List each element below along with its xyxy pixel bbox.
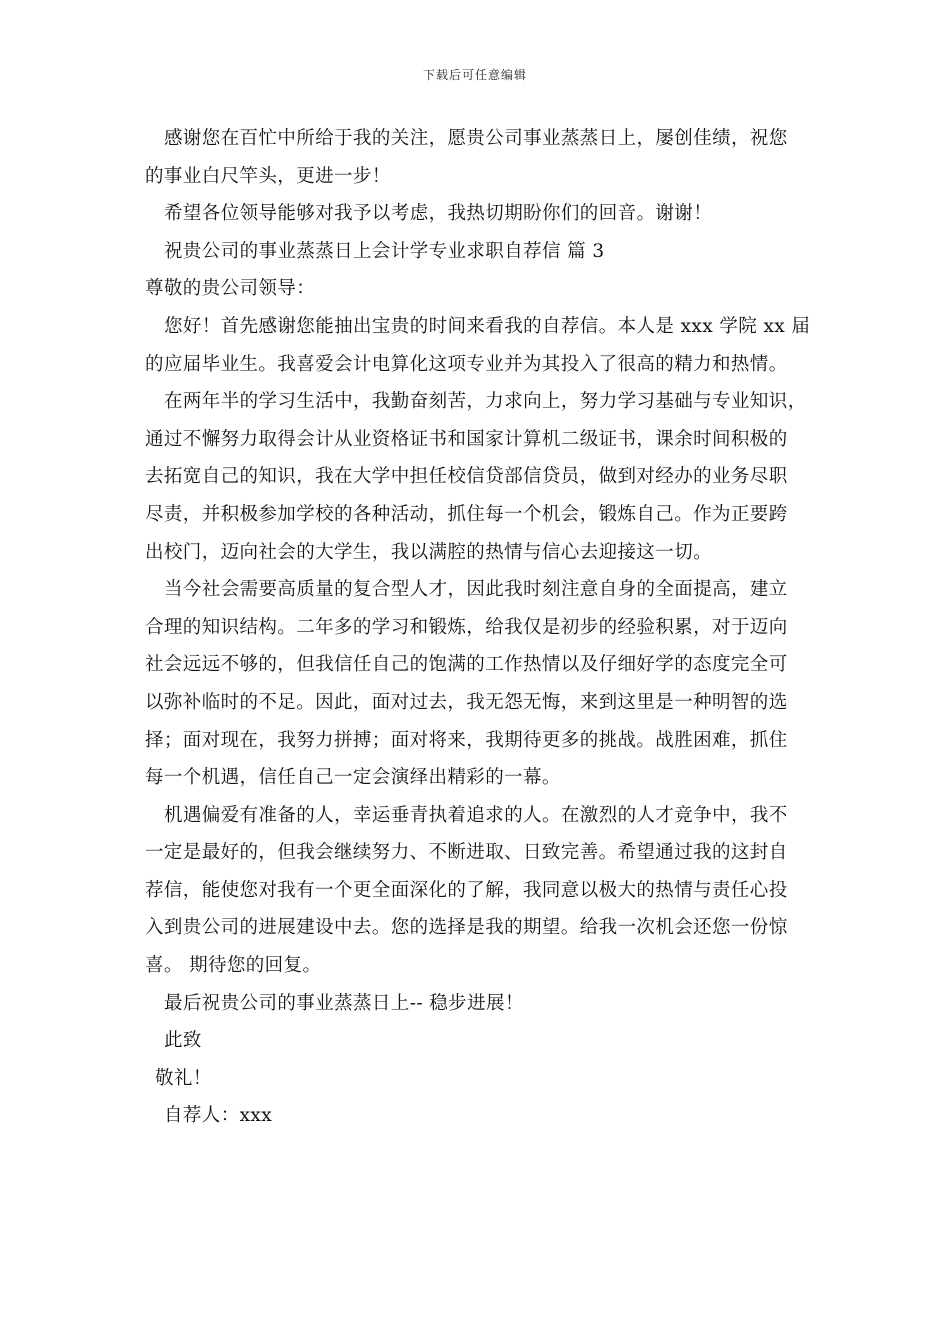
text-line: 希望各位领导能够对我予以考虑，我热切期盼你们的回音。谢谢！ xyxy=(164,203,713,225)
text-line: 的应届毕业生。我喜爱会计电算化这项专业并为其投入了很高的精力和热情。 xyxy=(145,353,788,375)
text-line: 去拓宽自己的知识，我在大学中担任校信贷部信贷员，做到对经办的业务尽职 xyxy=(145,466,788,488)
text-line: 您好！首先感谢您能抽出宝贵的时间来看我的自荐信。本人是 xxx 学院 xx 届 xyxy=(164,315,811,337)
text-line: 社会远远不够的，但我信任自己的饱满的工作热情以及仔细好学的态度完全可 xyxy=(145,654,788,676)
closing-ci-zhi: 此致 xyxy=(164,1030,202,1052)
signature-line: 自荐人：xxx xyxy=(164,1105,273,1127)
text-line: 入到贵公司的进展建设中去。您的选择是我的期望。给我一次机会还您一份惊 xyxy=(145,917,788,939)
text-line: 以弥补临时的不足。因此，面对过去，我无怨无悔，来到这里是一种明智的选 xyxy=(145,691,788,713)
text-line: 一定是最好的，但我会继续努力、不断进取、日致完善。希望通过我的这封自 xyxy=(145,842,788,864)
text-line: 荐信，能使您对我有一个更全面深化的了解，我同意以极大的热情与责任心投 xyxy=(145,879,788,901)
text-line: 的事业白尺竿头，更进一步！ xyxy=(145,165,391,187)
text-line: 通过不懈努力取得会计从业资格证书和国家计算机二级证书，课余时间积极的 xyxy=(145,428,788,450)
salutation: 尊敬的贵公司领导： xyxy=(145,278,316,300)
closing-jing-li: 敬礼！ xyxy=(155,1067,212,1089)
page-header-note: 下载后可任意编辑 xyxy=(422,68,527,82)
text-line: 出校门，迈向社会的大学生，我以满腔的热情与信心去迎接这一切。 xyxy=(145,541,713,563)
closing-wish: 最后祝贵公司的事业蒸蒸日上-- 稳步进展！ xyxy=(164,992,524,1014)
text-line: 喜。 期待您的回复。 xyxy=(145,955,322,977)
text-line: 感谢您在百忙中所给于我的关注，愿贵公司事业蒸蒸日上，屡创佳绩，祝您 xyxy=(164,128,788,149)
text-line: 尽责，并积极参加学校的各种活动，抓住每一个机会，锻炼自己。作为正要跨 xyxy=(145,503,788,525)
text-line: 合理的知识结构。二年多的学习和锻炼，给我仅是初步的经验积累，对于迈向 xyxy=(145,616,788,638)
text-line: 当今社会需要高质量的复合型人才，因此我时刻注意自身的全面提高，建立 xyxy=(164,579,788,601)
section-title: 祝贵公司的事业蒸蒸日上会计学专业求职自荐信 篇 3 xyxy=(164,240,605,262)
text-line: 择；面对现在，我努力拼搏；面对将来，我期待更多的挑战。战胜困难，抓住 xyxy=(145,729,788,751)
text-line: 每一个机遇，信任自己一定会演绎出精彩的一幕。 xyxy=(145,767,561,789)
text-line: 在两年半的学习生活中，我勤奋刻苦，力求向上，努力学习基础与专业知识， xyxy=(164,391,807,413)
text-line: 机遇偏爱有准备的人，幸运垂青执着追求的人。在激烈的人才竞争中，我不 xyxy=(164,804,788,826)
letter-body xyxy=(145,120,815,1135)
